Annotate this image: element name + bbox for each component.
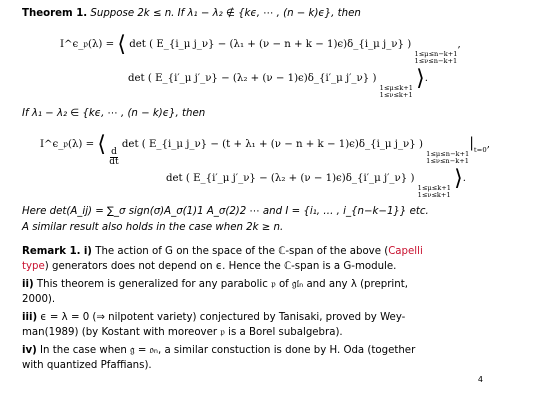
- theorem-hypothesis-line: Theorem 1. Suppose 2k ≤ n. If λ₁ − λ₂ ∉ {kϵ, ⋯ , (n − k)ϵ}, then: [22, 8, 361, 19]
- remark-iv-label: iv): [22, 345, 37, 356]
- formula-1-subscript2: 1≤μ≤k+1 1≤ν≤k+1: [379, 84, 413, 100]
- formula-2-line2: det ( E_{i′_μ j′_ν} − (λ₂ + (ν − 1)ϵ)δ_{i′_μ j′_ν} ) 1≤μ≤k+1 1≤ν≤k+1 ⟩.: [166, 166, 467, 200]
- similar-result: A similar result also holds in the case when 2k ≥ n.: [22, 222, 284, 233]
- case-2-text: If λ₁ − λ₂ ∈ {kϵ, ⋯ , (n − k)ϵ}, then: [22, 108, 206, 119]
- derivative-fraction: $\frac{d}{dt}$: [109, 147, 119, 167]
- formula-2-part1: det ( E_{i_μ j_ν} − (t + λ₁ + (ν − n + k − 1)ϵ)δ_{i_μ j_ν} ): [121, 139, 423, 150]
- formula-2-lhs: I^ϵ_𝔭(λ) =: [40, 139, 95, 150]
- formula-2-part2: det ( E_{i′_μ j′_ν} − (λ₂ + (ν − 1)ϵ)δ_{i′_μ j′_ν} ): [166, 173, 415, 184]
- remark-ii-line1: ii) This theorem is generalized for any parabolic 𝔭 of 𝔤𝔩ₙ and any λ (preprint,: [22, 279, 408, 290]
- formula-1-part2: det ( E_{i′_μ j′_ν} − (λ₂ + (ν − 1)ϵ)δ_{i′_μ j′_ν} ): [128, 73, 377, 84]
- remark-iv-line2: with quantized Pfaffians).: [22, 360, 152, 371]
- remark-i-line2: type) generators does not depend on ϵ. Hence the ℂ-span is a G-module.: [22, 261, 397, 272]
- formula-2-eval: t=0: [473, 146, 487, 154]
- remark-i-label: i): [83, 246, 92, 257]
- remark-label: Remark 1.: [22, 246, 81, 257]
- formula-1-lhs: I^ϵ_𝔭(λ) =: [60, 39, 115, 50]
- formula-2-line1: I^ϵ_𝔭(λ) = ⟨ $\frac{d}{dt}$ det ( E_{i_μ j_ν} − (t + λ₁ + (ν − n + k − 1)ϵ)δ_{i_μ j_ν} ) 1≤μ≤n−k+1 1≤ν≤n−k+1 |t=0,: [40, 132, 490, 167]
- theorem-hypothesis: Suppose 2k ≤ n. If λ₁ − λ₂ ∉ {kϵ, ⋯ , (n − k)ϵ}, then: [90, 8, 361, 19]
- formula-1-line1: I^ϵ_𝔭(λ) = ⟨ det ( E_{i_μ j_ν} − (λ₁ + (ν − n + k − 1)ϵ)δ_{i_μ j_ν} ) 1≤μ≤n−k+1 1≤ν≤n−k+1 ,: [60, 32, 461, 66]
- remark-iii-line2: man(1989) (by Kostant with moreover 𝔭 is a Borel subalgebra).: [22, 327, 343, 338]
- remark-ii-label: ii): [22, 279, 34, 290]
- formula-2-subscript1: 1≤μ≤n−k+1 1≤ν≤n−k+1: [426, 150, 470, 166]
- formula-1-part1: det ( E_{i_μ j_ν} − (λ₁ + (ν − n + k − 1)ϵ)δ_{i_μ j_ν} ): [129, 39, 412, 50]
- det-definition: Here det(A_ij) = ∑_σ sign(σ)A_σ(1)1 A_σ(2)2 ⋯ and I = {i₁, … , i_{n−k−1}} etc.: [22, 206, 429, 217]
- remark-i-line1: Remark 1. i) The action of G on the space of the ℂ-span of the above (Capelli: [22, 246, 423, 257]
- remark-iv-line1: iv) In the case when 𝔤 = 𝔬ₙ, a similar constuction is done by H. Oda (together: [22, 345, 416, 356]
- formula-1-line2: det ( E_{i′_μ j′_ν} − (λ₂ + (ν − 1)ϵ)δ_{i′_μ j′_ν} ) 1≤μ≤k+1 1≤ν≤k+1 ⟩.: [128, 66, 429, 100]
- remark-iii-line1: iii) ϵ = λ = 0 (⇒ nilpotent variety) conjectured by Tanisaki, proved by Wey-: [22, 312, 406, 323]
- formula-2-subscript2: 1≤μ≤k+1 1≤ν≤k+1: [417, 184, 451, 200]
- theorem-label: Theorem 1: [22, 8, 84, 19]
- formula-1-subscript1: 1≤μ≤n−k+1 1≤ν≤n−k+1: [414, 50, 458, 66]
- capelli-type-link[interactable]: type: [22, 261, 45, 272]
- capelli-link[interactable]: Capelli: [388, 246, 423, 257]
- remark-iii-label: iii): [22, 312, 38, 323]
- page-number: 4: [477, 375, 483, 384]
- remark-ii-line2: 2000).: [22, 294, 56, 305]
